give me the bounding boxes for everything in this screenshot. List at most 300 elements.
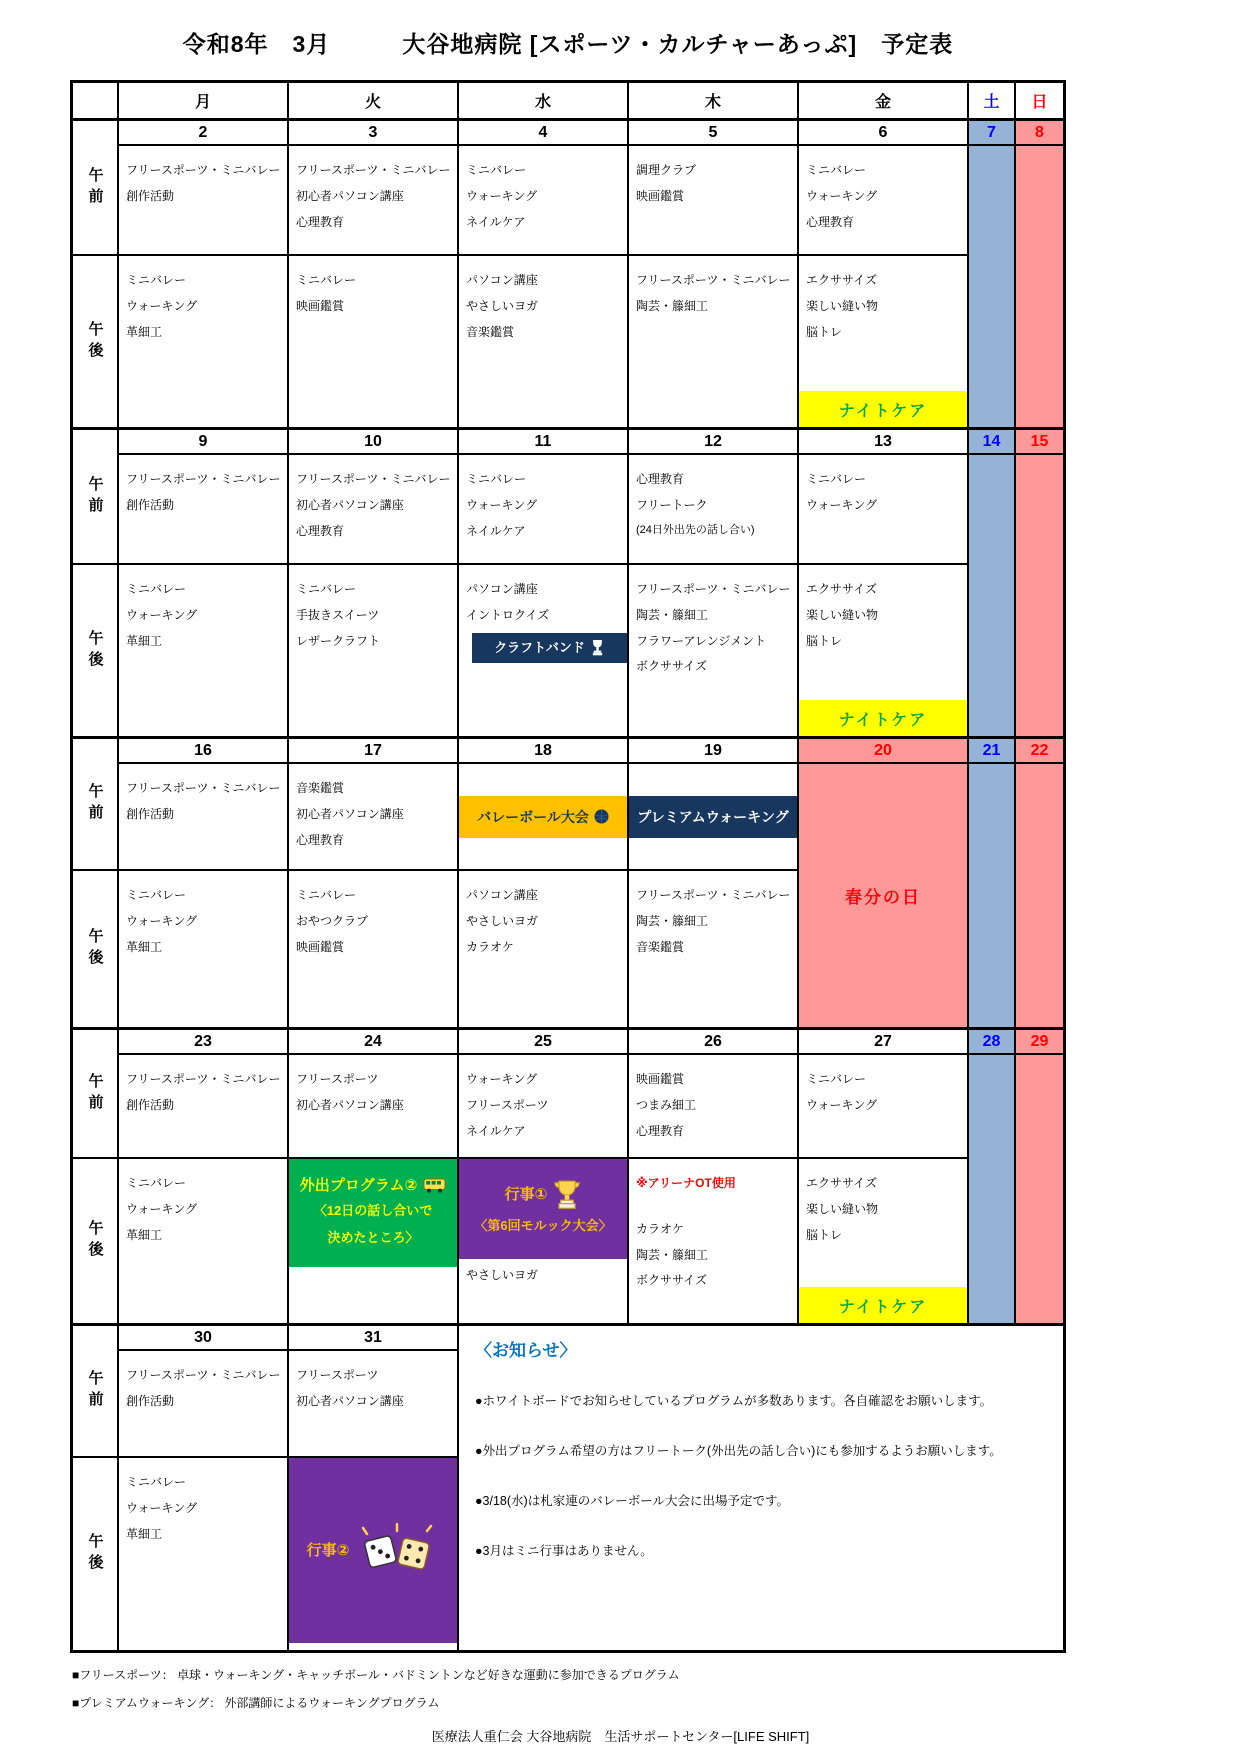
week-row-3 (73, 736, 1063, 1027)
activity-text: バレーボール大会 (477, 808, 589, 825)
activity-label (806, 577, 960, 603)
box-title-text: 行事① (504, 1186, 548, 1204)
activity-text: ボクササイズ (636, 659, 708, 674)
activity-text: フリースポーツ (466, 1097, 549, 1112)
day-pm-cell (629, 256, 799, 427)
date-cell (459, 1030, 629, 1055)
day-am-cell (799, 146, 969, 256)
date-number: 24 (364, 1032, 382, 1050)
activity-text: フリートーク (636, 497, 708, 512)
activity-text: 心理教育 (806, 214, 855, 229)
activity-text: 映画鑑賞 (636, 1072, 685, 1086)
box-subtitle: 〈12日の話し合いで (313, 1202, 433, 1218)
activity-label (466, 1067, 620, 1093)
date-number: 31 (364, 1328, 382, 1346)
period-label-pm (73, 1458, 119, 1650)
activity-text: ウォーキング (126, 298, 198, 313)
date-number: 10 (364, 432, 382, 450)
day-pm-cell (289, 256, 459, 427)
date-number: 19 (704, 741, 722, 759)
activity-text: ミニバレー (126, 1475, 187, 1489)
activity-label (806, 158, 960, 184)
activity-text: ミニバレー (296, 582, 357, 596)
day-pm-cell (459, 1159, 629, 1323)
date-number: 25 (534, 1032, 552, 1050)
activity-text: ウォーキング (466, 188, 538, 203)
activity-text: フリースポーツ・ミニバレー (296, 163, 451, 177)
activity-text: ウォーキング (466, 497, 538, 512)
activity-text: 初心者パソコン講座 (296, 188, 404, 203)
activity-text: やさしいヨガ (466, 298, 539, 313)
activity-text: 創作活動 (126, 188, 175, 203)
activity-label (296, 210, 450, 236)
day-am-cell (459, 764, 629, 871)
date-number: 6 (878, 123, 888, 141)
day-am-cell (289, 1055, 459, 1159)
activity-text: ※アリーナOT使用 (636, 1176, 736, 1190)
activity-label (126, 776, 280, 802)
activity-label (126, 1093, 280, 1119)
date-number: 17 (364, 741, 382, 759)
activity-label (636, 493, 790, 519)
activity-label (466, 184, 620, 210)
day-am-cell (119, 455, 289, 565)
activity-label (806, 493, 960, 519)
activity-text: ミニバレー (126, 1176, 187, 1190)
activity-text: 楽しい縫い物 (806, 607, 879, 622)
activity-label (466, 883, 620, 909)
box-title (307, 1520, 440, 1582)
activity-label (296, 776, 450, 802)
activity-text: フリースポーツ・ミニバレー (126, 472, 281, 486)
date-cell (289, 121, 459, 146)
activity-label (636, 184, 790, 210)
saturday-column (969, 1055, 1016, 1323)
period-label-text: 午前 (86, 475, 104, 518)
trophy-icon (590, 639, 605, 656)
activity-label (636, 1067, 790, 1093)
activity-label (636, 883, 790, 909)
date-number: 11 (534, 432, 552, 450)
activity-label (466, 909, 620, 935)
activity-text: ウォーキング (806, 188, 878, 203)
event-box (289, 1458, 457, 1643)
day-pm-cell (119, 1458, 289, 1650)
nightcare-label: ナイトケア (838, 711, 928, 729)
activity-text: 革細工 (126, 324, 163, 339)
activity-label (466, 320, 620, 346)
period-label-am (73, 1030, 119, 1159)
activity-text: ボクササイズ (636, 1273, 708, 1288)
activity-label (296, 883, 450, 909)
week-row-2 (73, 427, 1063, 736)
date-cell (119, 1326, 289, 1351)
activity-label (636, 629, 790, 655)
activity-label (806, 629, 960, 655)
activity-label (466, 1093, 620, 1119)
activity-text: ウォーキング (466, 1072, 538, 1086)
nightcare-strip (799, 700, 967, 736)
sunday-column (1016, 146, 1063, 427)
day-pm-cell (289, 871, 459, 1027)
schedule-calendar (70, 80, 1066, 1653)
day-am-cell (289, 764, 459, 871)
activity-label (296, 1389, 450, 1415)
activity-label (126, 184, 280, 210)
day-am-cell (459, 455, 629, 565)
activity-text: ウォーキング (126, 1500, 198, 1515)
day-pm-cell (289, 565, 459, 736)
box-title-text: 行事② (306, 1541, 350, 1559)
day-pm-cell (119, 565, 289, 736)
activity-text: ミニバレー (296, 888, 357, 902)
activity-label (806, 184, 960, 210)
activity-text: パソコン講座 (466, 888, 538, 902)
day-pm-cell (629, 1159, 799, 1323)
activity-text: 初心者パソコン講座 (296, 806, 404, 821)
date-cell (629, 121, 799, 146)
activity-label (636, 1268, 790, 1294)
footer-organization: 医療法人重仁会 大谷地病院 生活サポートセンター[LIFE SHIFT] (431, 1729, 810, 1744)
page-title: 令和8年 3月 大谷地病院 [スポーツ・カルチャーあっぷ] 予定表 (182, 31, 954, 57)
period-label-text: 午後 (86, 320, 104, 363)
activity-label (126, 577, 280, 603)
date-number: 20 (874, 741, 892, 759)
activity-label (296, 935, 450, 961)
activity-text: ネイルケア (466, 214, 526, 229)
activity-text: 映画鑑賞 (296, 298, 345, 313)
activity-text: エクササイズ (806, 582, 878, 596)
day-pm-cell (119, 256, 289, 427)
day-pm-cell (459, 256, 629, 427)
activity-label (636, 467, 790, 493)
activity-label (126, 883, 280, 909)
legend-free-sports: ■フリースポーツ： 卓球・ウォーキング・キャッチボール・バドミントンなど好きな運動に参加できるプログラム (72, 1668, 680, 1682)
box-title-text: 外出プログラム② (299, 1176, 418, 1194)
notice-item: ●ホワイトボードでお知らせしているプログラムが多数あります。各自確認をお願いします。 (475, 1394, 993, 1408)
date-number: 3 (368, 123, 378, 141)
activity-label (466, 577, 620, 603)
day-am-cell (799, 455, 969, 565)
activity-label (126, 909, 280, 935)
date-cell (119, 1030, 289, 1055)
period-label-am (73, 1326, 119, 1458)
date-number: 14 (982, 432, 1001, 450)
legend (72, 1662, 680, 1717)
activity-text: フリースポーツ・ミニバレー (126, 163, 281, 177)
activity-text: ミニバレー (126, 582, 187, 596)
activity-label (296, 467, 450, 493)
activity-text: レザークラフト (296, 633, 381, 648)
activity-text: イントロクイズ (466, 607, 550, 622)
activity-label (636, 519, 790, 543)
activity-text: 初心者パソコン講座 (296, 1393, 404, 1408)
activity-label (126, 629, 280, 655)
period-label-am (73, 739, 119, 871)
activity-text: ミニバレー (806, 472, 867, 486)
saturday-date-cell (969, 1030, 1016, 1055)
activity-text: 革細工 (126, 633, 163, 648)
activity-label (126, 1470, 280, 1496)
day-pm-cell (799, 256, 969, 427)
activity-text: クラフトバンド (494, 640, 585, 656)
holiday-cell (799, 764, 969, 1027)
activity-text: 脳トレ (806, 324, 843, 339)
date-number: 8 (1035, 123, 1044, 141)
period-label-text: 午前 (86, 783, 104, 825)
date-number: 28 (982, 1032, 1001, 1050)
holiday-label: 春分の日 (845, 888, 921, 907)
activity-label (296, 909, 450, 935)
activity-text: 手抜きスイーツ (296, 607, 380, 622)
activity-label (806, 1093, 960, 1119)
day-pm-cell (119, 871, 289, 1027)
period-label-am (73, 121, 119, 256)
date-number: 16 (194, 741, 212, 759)
activity-label (806, 210, 960, 236)
day-pm-cell (289, 1458, 459, 1650)
activity-label (806, 1171, 960, 1197)
saturday-column (969, 764, 1016, 1027)
activity-label (296, 493, 450, 519)
activity-text: 心理教育 (636, 1123, 685, 1138)
activity-label (296, 629, 450, 655)
date-cell (459, 121, 629, 146)
header-saturday: 土 (969, 83, 1016, 118)
activity-label (126, 158, 280, 184)
activity-label (126, 802, 280, 828)
activity-text: カラオケ (636, 1221, 684, 1236)
date-number: 26 (704, 1032, 722, 1050)
saturday-date-cell (969, 121, 1016, 146)
sunday-date-cell (1016, 121, 1063, 146)
notice-item: ●3月はミニ行事はありません。 (475, 1544, 653, 1558)
activity-label (466, 268, 620, 294)
activity-text: 脳トレ (806, 633, 843, 648)
date-number: 18 (534, 741, 552, 759)
box-title (505, 1180, 582, 1210)
day-am-cell (119, 1055, 289, 1159)
activity-label (806, 603, 960, 629)
week-row-5 (73, 1323, 1063, 1650)
period-label-am (73, 430, 119, 565)
activity-label (466, 603, 620, 629)
activity-text: おやつクラブ (296, 913, 369, 928)
date-number: 5 (708, 123, 718, 141)
event-box (459, 1159, 627, 1259)
period-label-pm (73, 565, 119, 736)
day-am-cell (119, 146, 289, 256)
activity-label (636, 909, 790, 935)
activity-text: 音楽鑑賞 (466, 324, 515, 339)
activity-label (806, 320, 960, 346)
nightcare-label: ナイトケア (838, 402, 928, 420)
activity-text: フリースポーツ・ミニバレー (636, 888, 791, 902)
activity-text: フリースポーツ・ミニバレー (296, 472, 451, 486)
period-label-text: 午後 (86, 1220, 104, 1262)
nightcare-label: ナイトケア (838, 1298, 928, 1316)
sunday-column (1016, 764, 1063, 1027)
day-pm-cell (799, 1159, 969, 1323)
activity-label (636, 1217, 790, 1243)
activity-label (296, 519, 450, 545)
date-number: 2 (198, 123, 208, 141)
activity-label (296, 828, 450, 854)
corner-cell (73, 83, 119, 118)
saturday-date-cell (969, 430, 1016, 455)
activity-text: 創作活動 (126, 806, 175, 821)
activity-text: 映画鑑賞 (636, 188, 685, 203)
weekday-header-row (73, 83, 1063, 118)
day-am-cell (459, 1055, 629, 1159)
activity-text: ウォーキング (806, 1097, 878, 1112)
activity-text: フリースポーツ・ミニバレー (126, 1072, 281, 1086)
activity-text: 心理教育 (296, 523, 345, 538)
activity-text: パソコン講座 (466, 582, 538, 596)
bus-icon (423, 1178, 446, 1193)
program-badge (459, 796, 627, 838)
day-pm-cell (119, 1159, 289, 1323)
activity-label (636, 1093, 790, 1119)
date-cell (289, 1030, 459, 1055)
activity-label (806, 467, 960, 493)
date-number: 9 (198, 432, 208, 450)
activity-text: 音楽鑑賞 (296, 781, 345, 795)
activity-label (126, 268, 280, 294)
sunday-date-cell (1016, 1030, 1063, 1055)
program-badge (629, 796, 797, 838)
date-number: 21 (982, 741, 1001, 759)
day-am-cell (119, 764, 289, 871)
period-label-pm (73, 1159, 119, 1323)
date-number: 4 (538, 123, 548, 141)
calendar-weeks (73, 118, 1063, 1650)
activity-text: ネイルケア (466, 1123, 526, 1138)
period-label-text: 午後 (86, 1533, 104, 1575)
activity-text: 革細工 (126, 939, 163, 954)
activity-label (636, 1243, 790, 1269)
sunday-column (1016, 455, 1063, 736)
activity-label (126, 1171, 280, 1197)
activity-label (636, 268, 790, 294)
activity-label (296, 603, 450, 629)
date-cell (629, 430, 799, 455)
date-cell (289, 739, 459, 764)
sunday-column (1016, 1055, 1063, 1323)
activity-label (636, 603, 790, 629)
activity-text: 陶芸・籐細工 (636, 298, 709, 313)
activity-text: 心理教育 (636, 472, 685, 486)
day-am-cell (289, 146, 459, 256)
activity-label (466, 1119, 620, 1145)
day-am-cell (289, 455, 459, 565)
activity-label (636, 654, 790, 680)
activity-text: (24日外出先の話し合い) (636, 523, 755, 536)
date-cell (289, 1326, 459, 1351)
date-cell (799, 739, 969, 764)
activity-label (296, 802, 450, 828)
activity-label (296, 1093, 450, 1119)
activity-label (296, 577, 450, 603)
period-label-text: 午後 (86, 629, 104, 672)
activity-label (806, 294, 960, 320)
date-number: 7 (987, 123, 996, 141)
header-thursday: 木 (629, 83, 799, 118)
activity-text: パソコン講座 (466, 273, 538, 287)
activity-label (806, 1197, 960, 1223)
activity-label (296, 294, 450, 320)
activity-text: プレミアムウォーキング (637, 808, 789, 825)
date-cell (629, 739, 799, 764)
activity-text: フリースポーツ (296, 1368, 379, 1382)
activity-label (466, 1263, 620, 1289)
week-row-1 (73, 118, 1063, 427)
notices-panel (459, 1326, 1063, 1650)
date-cell (459, 739, 629, 764)
activity-label (466, 519, 620, 545)
day-pm-cell (629, 565, 799, 736)
notices-title: 〈お知らせ〉 (475, 1341, 577, 1360)
activity-text: エクササイズ (806, 1176, 878, 1190)
activity-text: 心理教育 (296, 832, 345, 847)
legend-premium-walking: ■プレミアムウォーキング： 外部講師によるウォーキングプログラム (72, 1695, 440, 1710)
period-label-text: 午後 (86, 928, 104, 970)
activity-label (466, 493, 620, 519)
activity-label (466, 210, 620, 236)
activity-text: フリースポーツ・ミニバレー (126, 1368, 281, 1382)
activity-text: 初心者パソコン講座 (296, 1097, 404, 1112)
activity-text: ミニバレー (296, 273, 357, 287)
activity-label (636, 577, 790, 603)
activity-text: 革細工 (126, 1227, 163, 1242)
activity-label (126, 1067, 280, 1093)
date-number: 27 (874, 1032, 892, 1050)
activity-text: 映画鑑賞 (296, 939, 345, 954)
activity-label (466, 158, 620, 184)
activity-label (126, 467, 280, 493)
activity-text: 調理クラブ (636, 163, 697, 177)
activity-label (636, 1171, 790, 1197)
day-am-cell (799, 1055, 969, 1159)
date-number: 22 (1030, 741, 1049, 759)
activity-text: 楽しい縫い物 (806, 298, 879, 313)
nightcare-strip (799, 1287, 967, 1323)
activity-text: フラワーアレンジメント (636, 633, 766, 648)
header-friday: 金 (799, 83, 969, 118)
activity-label (806, 1223, 960, 1249)
saturday-column (969, 146, 1016, 427)
box-subtitle: 決めたところ〉 (327, 1230, 419, 1245)
activity-text: やさしいヨガ (466, 913, 539, 928)
header-tuesday: 火 (289, 83, 459, 118)
week-row-4 (73, 1027, 1063, 1323)
activity-label (636, 158, 790, 184)
activity-label (126, 493, 280, 519)
saturday-column (969, 455, 1016, 736)
activity-text: ミニバレー (126, 273, 187, 287)
activity-label (296, 1067, 450, 1093)
activity-text: ミニバレー (806, 163, 867, 177)
day-pm-cell (289, 1159, 459, 1323)
day-pm-cell (799, 565, 969, 736)
activity-text: つまみ細工 (636, 1097, 697, 1112)
volleyball-icon (594, 809, 609, 824)
date-cell (119, 121, 289, 146)
activity-text: カラオケ (466, 939, 514, 954)
activity-label (126, 1363, 280, 1389)
activity-label (126, 935, 280, 961)
activity-text: ウォーキング (126, 913, 198, 928)
